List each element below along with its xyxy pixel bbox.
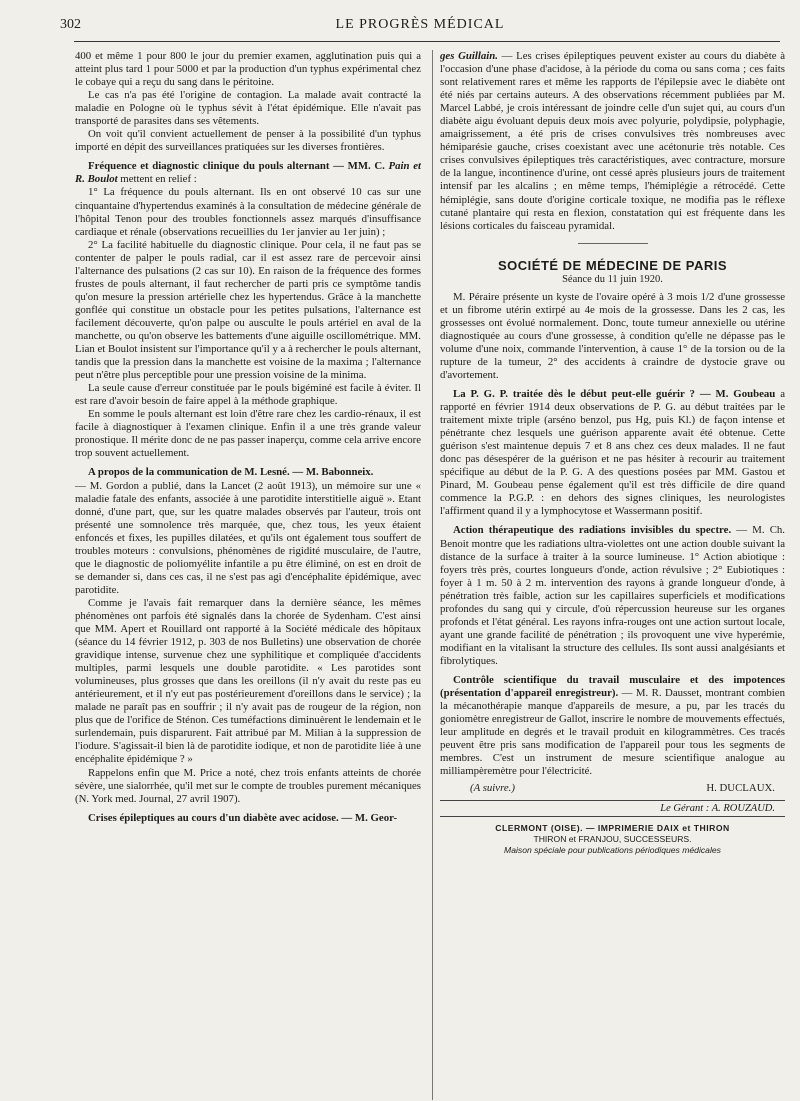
paragraph (440, 674, 785, 778)
paragraph: M. Péraire présente un kyste de l'ovaire opéré à 3 mois 1/2 d'une grossesse et un fibrome utérin extirpé au 4e mois de la grossesse. Dans les 2 cas, les grossesses ont évolué normalement. Donc, toute tumeur annexielle ou utérine diagnostiquée au cours d'une grossesse, à condition qu'elle ne dépasse pas le volume d'une noix, commande l'intervention, à cause 1° de la torsion ou de la rupture de la tumeur, 2° des accidents à craindre de dystocie grave ou d'avortement. (440, 290, 785, 381)
paragraph: 1° La fréquence du pouls alternant. Ils en ont observé 10 cas sur une cinquantaine d'hypertendus examinés à la consultation de médecine générale de l'hôpital Tenon pour des troubles fonctionnels assez marqués d'insuffisance cardiaque et rénale (observations recueillies du 1er janvier au 1er juin) ; (75, 186, 421, 238)
paragraph: 2° La facilité habituelle du diagnostic clinique. Pour cela, il ne faut pas se contenter de palper le pouls radial, car il est assez rare de percevoir ainsi l'alternance des pulsations (2 cas sur 10). En raison de la fréquence des formes frustes de pouls alternant, il faut rechercher de parti pris ce symptôme tandis qu'on mesure la pression artérielle chez les hypertendus. Grâce à la manchette gonflée qui constitue un obstacle pour les petites pulsations, l'alternance est facilement découverte, qu'on palpe ou ausculte le pouls artériel en aval de la manchette, ou qu'on observe les battements d'une aiguille oscillométrique. MM. Lian et Boulot insistent sur l'importance qu'il y a à rechercher le pouls alternant, tandis que la pression dans la manchette est voisine de la maxima ; l'alternance peut n'être plus perceptible pour une pression voisine de la minima. (75, 238, 421, 382)
imprint-line: Maison spéciale pour publications périodiques médicales (504, 845, 721, 856)
gerant-line: Le Gérant : A. ROUZAUD. (440, 800, 785, 817)
page-header (60, 17, 780, 39)
header-rule (74, 41, 780, 42)
paragraph: — M. Gordon a publié, dans la Lancet (2 août 1913), un mémoire sur une « maladie fatale des enfants, associée à une parotidite interstitielle aiguë ». Etant donné, d'une part, que, sur les quatre malades observés par l'auteur, trois ont présenté une somnolence très marquée, que, chez tous, les yeux étaient enfoncés et fixes, les pupilles dilatées, et qu'ils ont également tous souffert de troubles moteurs : convulsions, phénomènes de rigidité musculaire, de l'autre, que le diagnostic de poliomyélite infantile a pu être éliminé, on est en droit de se demander si, dans ces cas, il ne s'est pas agi d'encéphalite épidémique, avec parotidite. (75, 479, 421, 596)
paragraph-text: — M. Ch. Benoit montre que les radiations ultra-violettes ont une action double suivant la distance de la surface à traiter à la source lumineuse. 1° Action abiotique : foyers très près, courtes longueurs d'onde, action révulsive ; 2° Eubiotiques : foyer à 1 m. 50 à 2 m. intervention des rayons à grande longueur d'onde, à pénétration très faible, action sur les capillaires superficiels et modifications profondes du sang qui y circule, d'où répercussion heureuse sur les organes profonds et l'état général. Les rayons infra-rouges ont une action surtout locale, ayant une grande facilité de pénétration ; ils provoquent une vive hyperémie, modifiant en la vitalisant la structure des cellules. Ils sont aussi analgésiants et fibrolytiques. (440, 524, 785, 667)
paragraph: 400 et même 1 pour 800 le jour du premier examen, agglutination puis qui a atteint plus tard 1 pour 5000 et par la production d'un typhus expérimental chez le cobaye qui a reçu du sang dans le péritoine. (75, 50, 421, 89)
article-heading: Action thérapeutique des radiations invisibles du spectre. (453, 524, 732, 537)
paragraph: On voit qu'il convient actuellement de penser à la possibilité d'un typhus importé en dépit des surveillances pratiquées sur les diverses frontières. (75, 128, 421, 154)
paragraph: Rappelons enfin que M. Price a noté, chez trois enfants atteints de chorée sévère, une sialorrhée, qu'il met sur le compte de troubles purement mécaniques (N. York med. Journal, 27 avril 1907). (75, 766, 421, 805)
paragraph: Le cas n'a pas été l'origine de contagion. La malade avait contracté la maladie en Pologne où le typhus sévit à l'état épidémique. Elle n'avait pas transporté de parasites dans ses vêtements. (75, 89, 421, 128)
paragraph (440, 388, 785, 518)
paragraph (440, 50, 785, 233)
heading-text: Fréquence et diagnostic clinique du pouls alternant — MM. C. (88, 160, 385, 173)
section-title: SOCIÉTÉ DE MÉDECINE DE PARIS (497, 257, 727, 273)
printer-imprint (440, 823, 785, 856)
to-be-continued: (A suivre.) (470, 782, 515, 795)
continuation-line (440, 782, 785, 794)
paragraph: En somme le pouls alternant est loin d'être rare chez les cardio-rénaux, il est facile à diagnostiquer à l'examen clinique. Enfin il a une très grande valeur pronostique. Il mérite donc de ne pas passer inaperçu, comme cela arrive encore trop souvent actuellement. (75, 408, 421, 460)
section-rule (578, 243, 648, 244)
imprint-line: THIRON et FRANJOU, SUCCESSEURS. (533, 834, 692, 845)
paragraph: Comme je l'avais fait remarquer dans la dernière séance, les mêmes phénomènes ont parfois été signalés dans la chorée de Sydenham. C'est ainsi que MM. Apert et Rouillard ont rapporté à la Société médicale des hôpitaux (séance du 14 février 1912, p. 303 de nos Bulletins) une observation de chorée gravidique intense, survenue chez une syphilitique et compliquée d'accidents multiples, parmi lesquels une double parotidite. « Les parotides sont volumineuses, plus grosses que dans les oreillons (il n'y avait du reste pas eu antérieurement, et il n'y eut pas postérieurement d'oreillons dans le service) ; la malade ne paraît pas en souffrir ; il n'y avait pas de rougeur de la région, non plus que de l'orifice de Sténon. Ces tuméfactions diminuèrent le lendemain et le surlendemain, puis disparurent. Fait attribué par M. Milian à la suppression de l'iodure. S'agissait-il bien là de parotidite iodique, et non de parotidite liée à une encéphalite épidémique ? » (75, 596, 421, 766)
article-heading: Contrôle scientifique du travail musculaire et des impotences (présentation d'appareil enregistreur). (440, 673, 785, 700)
paragraph (440, 524, 785, 668)
paragraph-text: — M. R. Dausset, montrant combien la mécanothérapie manque d'appareils de mesure, a pu, par les tracés du goniomètre enregistreur de Gallot, inscrire le nombre de mouvements effectués, leur amplitude en degrés et le travail produit en kilogrammètres. Ces tracés peuvent être pris sans modification de l'appareil pour tous les segments de membres. C'est un instrument de mesure scientifique analogue au milliampèremètre pour l'électricité. (440, 687, 785, 778)
right-column (440, 50, 785, 1090)
column-divider (432, 50, 433, 1100)
author-name: ges Guillain. (440, 50, 498, 62)
paragraph: La seule cause d'erreur constituée par le pouls bigéminé est facile à éviter. Il est rare d'avoir besoin de faire appel à la méthode graphique. (75, 382, 421, 408)
imprint-line: CLERMONT (OISE). — IMPRIMERIE DAIX et THIRON (495, 823, 730, 834)
heading-authors: Pain et R. Boulot (75, 160, 421, 186)
heading-tail: mettent en relief : (117, 173, 197, 186)
article-heading: La P. G. P. traitée dès le début peut-elle guérir ? — M. Goubeau (453, 387, 776, 400)
section-date: Séance du 11 juin 1920. (562, 273, 663, 285)
left-column (75, 50, 421, 1090)
page-number: 302 (60, 17, 81, 32)
paragraph-text: — Les crises épileptiques peuvent exister au cours du diabète à l'occasion d'une phase d'acidose, à la période du coma ou sans coma ; ces faits sont relativement rares et même les rapports de l'épilepsie avec le diabète ont été niés par certains auteurs. A des observations récemment publiées par M. Marcel Labbé, je crois intéressant de joindre celle d'un sujet qui, au cours d'un diabète aigu évoluant depuis deux mois avec polyurie, polydipsie, polyphagie, amaigrissement, a été pris de crises convulsives très nombreuses avec hémiparésie gauche, crises coexistant avec une acétonurie très notable. Ces crises convulsives épileptiques très caractéristiques, avec contracture, morsure de la langue, incontinence d'urine, ont cessé après plusieurs jours de traitement intensif par les alcalins ; en même temps, l'hémiplégie a rétrocédé. Cette hémiplégie, sans doute d'origine corticale toxique, ne modifia pas le réflexe cutané plantaire qui resta en flexion, constatation qui est fréquente dans les lésions corticales du faisceau pyramidal. (440, 50, 785, 232)
article-heading: A propos de la communication de M. Lesné. — M. Babonneix. (88, 466, 374, 479)
article-heading: Crises épileptiques au cours d'un diabète avec acidose. — M. Geor- (88, 811, 398, 824)
running-title: LE PROGRÈS MÉDICAL (335, 17, 505, 32)
article-heading (75, 160, 421, 186)
signature: H. DUCLAUX. (706, 782, 775, 795)
paragraph-text: a rapporté en février 1914 deux observations de P. G. au début traitées par le traitement mixte triple (arséno benzol, pus Hg, puis Kl.) de façon intense et pénétrante chez lesquels une guérison apparente avait été obtenue. Cette guérison s'est maintenue depuis 7 et 8 ans chez ces deux malades. Il ne faut donc pas désespérer de la guérison et ne pas hésiter à recourir au traitement spécifique au début de la P. G. A des questions posées par MM. Gastou et Pinard, M. Goubeau pense également qu'il est très difficile de dire quand commence la P.G.P. : en dehors des signes cliniques, les neurologistes l'affirment quand il y a lymphocytose et Wassermann positif. (440, 387, 785, 518)
